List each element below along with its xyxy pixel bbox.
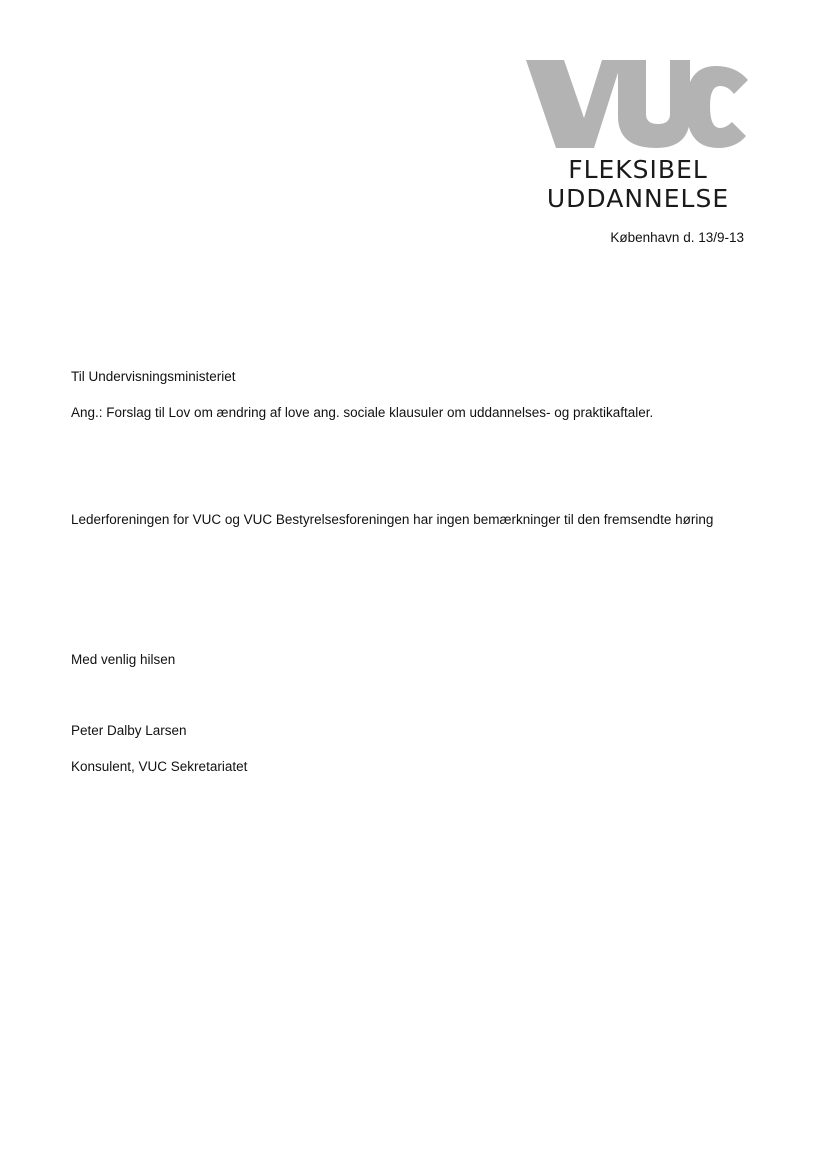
vuc-logo-mark xyxy=(526,58,748,150)
logo-line-uddannelse: UDDANNELSE xyxy=(546,184,730,213)
logo-letter-u xyxy=(618,60,690,148)
logo-letter-v xyxy=(526,60,622,148)
logo-line-fleksibel: FLEKSIBEL xyxy=(568,155,708,184)
body-paragraph: Lederforeningen for VUC og VUC Bestyrelsesforeningen har ingen bemærkninger til den fremsendte høring xyxy=(71,512,714,527)
sender-name: Peter Dalby Larsen xyxy=(71,723,187,738)
sender-title: Konsulent, VUC Sekretariatet xyxy=(71,759,248,774)
recipient-line: Til Undervisningsministeriet xyxy=(71,369,236,384)
logo-letter-c xyxy=(686,66,748,148)
subject-line: Ang.: Forslag til Lov om ændring af love ang. sociale klausuler om uddannelses- og praktikaftaler. xyxy=(71,405,654,420)
logo-wordmark xyxy=(540,155,736,213)
closing-line: Med venlig hilsen xyxy=(71,652,176,667)
place-and-date: København d. 13/9-13 xyxy=(610,230,744,245)
